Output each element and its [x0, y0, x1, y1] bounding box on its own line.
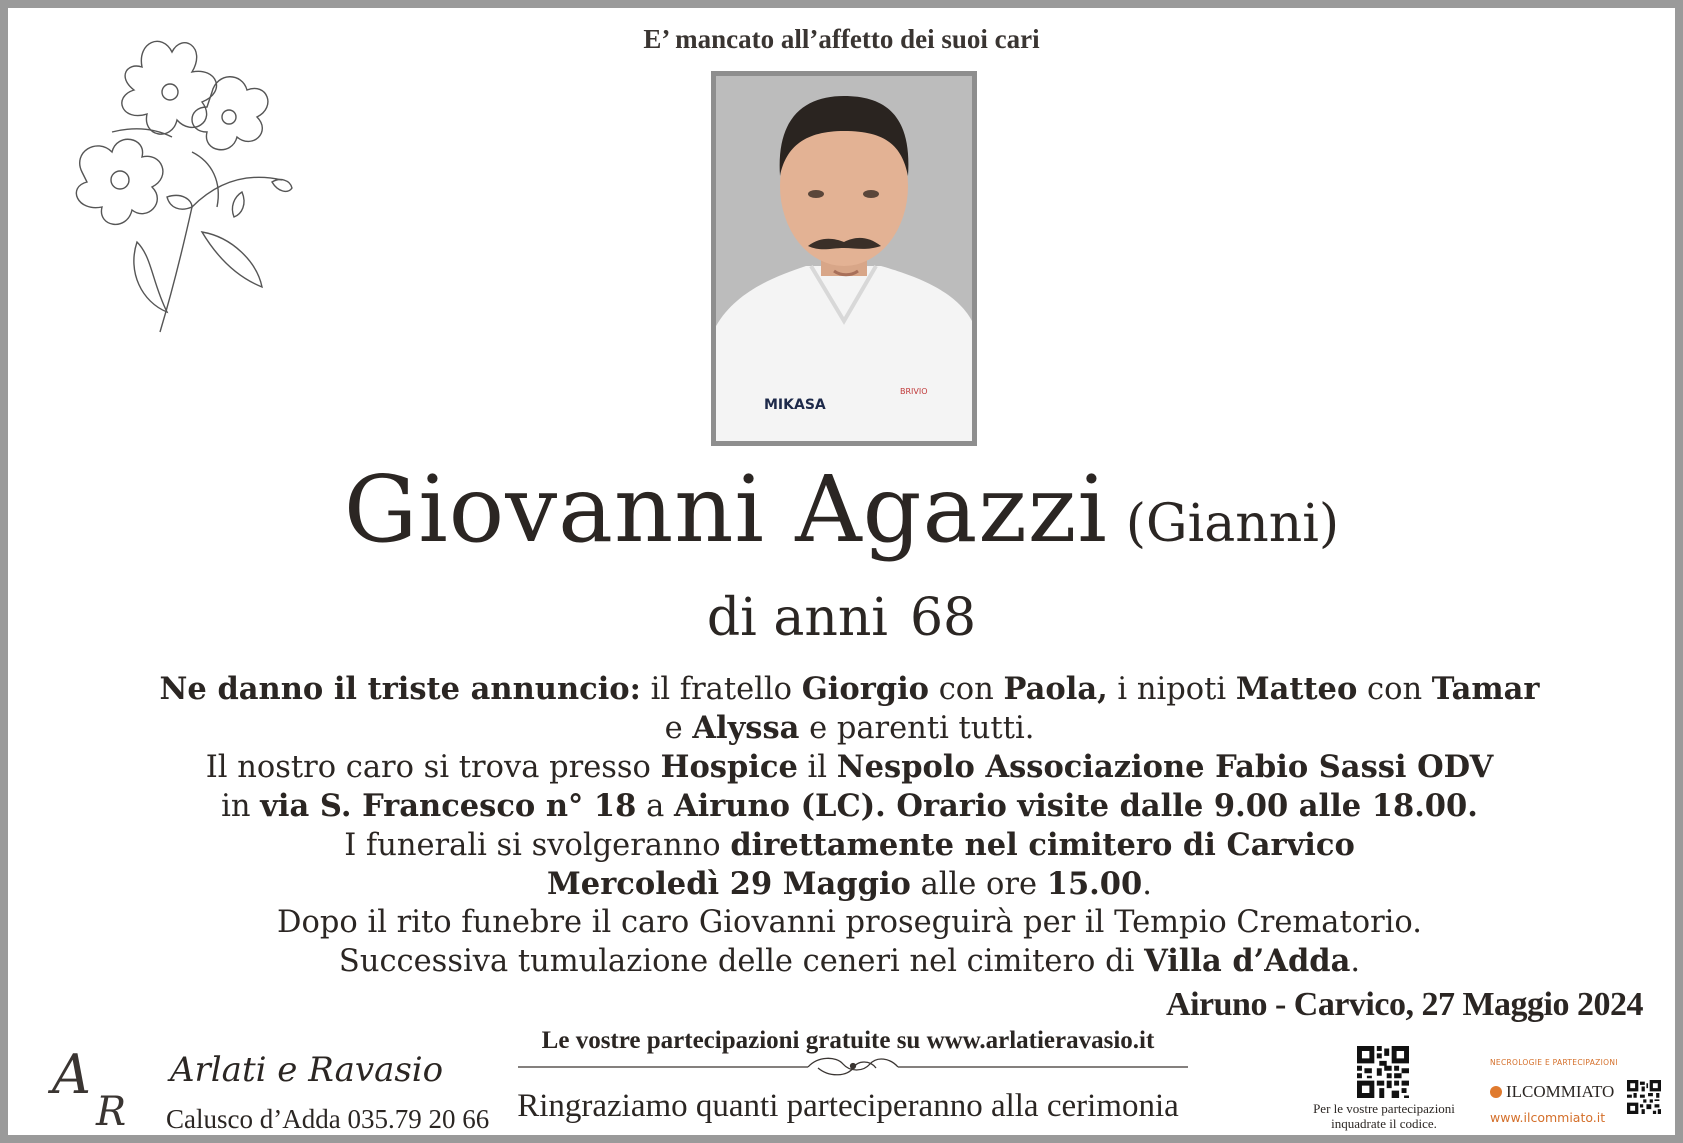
flourish-divider-icon: [518, 1054, 1188, 1080]
age-prefix: di anni: [706, 588, 888, 648]
orchid-line-drawing-icon: [42, 32, 302, 342]
monogram: [52, 1043, 127, 1135]
monogram-r: R: [96, 1089, 127, 1135]
announcement-line: in via S. Francesco n° 18 a Airuno (LC). Orario visite dalle 9.00 alle 18.00.: [221, 788, 1478, 824]
announcement-line: e Alyssa e parenti tutti.: [664, 710, 1035, 746]
commiato-logo-icon: [1490, 1086, 1502, 1098]
svg-text:BRIVIO: BRIVIO: [900, 387, 928, 396]
deceased-name: [8, 456, 1675, 563]
announcement-line: Ne danno il triste annuncio: il fratello Giorgio con Paola, i nipoti Matteo con Tamar: [159, 671, 1540, 707]
portrait-photo: [711, 71, 977, 446]
qr-code-icon[interactable]: [1357, 1046, 1409, 1098]
monogram-a: A: [52, 1043, 91, 1106]
participation-note: Le vostre partecipazioni gratuite su www.arlatieravasio.it: [541, 1027, 1155, 1054]
commiato-url[interactable]: www.ilcommiato.it: [1490, 1110, 1606, 1125]
deceased-age: [8, 588, 1675, 648]
thanks-message: Ringraziamo quanti parteciperanno alla cerimonia: [517, 1088, 1179, 1124]
announcement-line: I funerali si svolgeranno direttamente nel cimitero di Carvico: [344, 827, 1355, 863]
funeral-home-name: Arlati e Ravasio: [170, 1050, 444, 1090]
funeral-home-contact: Calusco d’Adda 035.79 20 66: [166, 1104, 490, 1134]
deceased-nickname: (Gianni): [1125, 494, 1340, 554]
age-value: 68: [909, 588, 977, 648]
commiato-brand: ILCOMMIATO: [1490, 1082, 1614, 1102]
ilcommiato-badge[interactable]: [1490, 1058, 1666, 1138]
qr-instructions: Per le vostre partecipazioni inquadrate il codice.: [1313, 1101, 1455, 1131]
announcement-line: Dopo il rito funebre il caro Giovanni proseguirà per il Tempio Crematorio.: [277, 905, 1422, 940]
qr-code-icon[interactable]: [1627, 1080, 1661, 1114]
funeral-home-logo: [52, 1043, 490, 1140]
announcement-line: Successiva tumulazione delle ceneri nel cimitero di Villa d’Adda.: [338, 943, 1361, 979]
place-and-date: Airuno - Carvico, 27 Maggio 2024: [1166, 986, 1643, 1023]
announcement-text: [28, 670, 1671, 981]
announcement-line: Il nostro caro si trova presso Hospice il Nespolo Associazione Fabio Sassi ODV: [205, 749, 1494, 785]
svg-text:MIKASA: MIKASA: [764, 397, 826, 413]
announcement-line: Mercoledì 29 Maggio alle ore 15.00.: [547, 866, 1152, 902]
deceased-full-name: Giovanni Agazzi: [343, 456, 1108, 563]
intro-text: E’ mancato all’affetto dei suoi cari: [643, 24, 1040, 54]
commiato-tagline: NECROLOGIE E PARTECIPAZIONI: [1490, 1058, 1618, 1067]
